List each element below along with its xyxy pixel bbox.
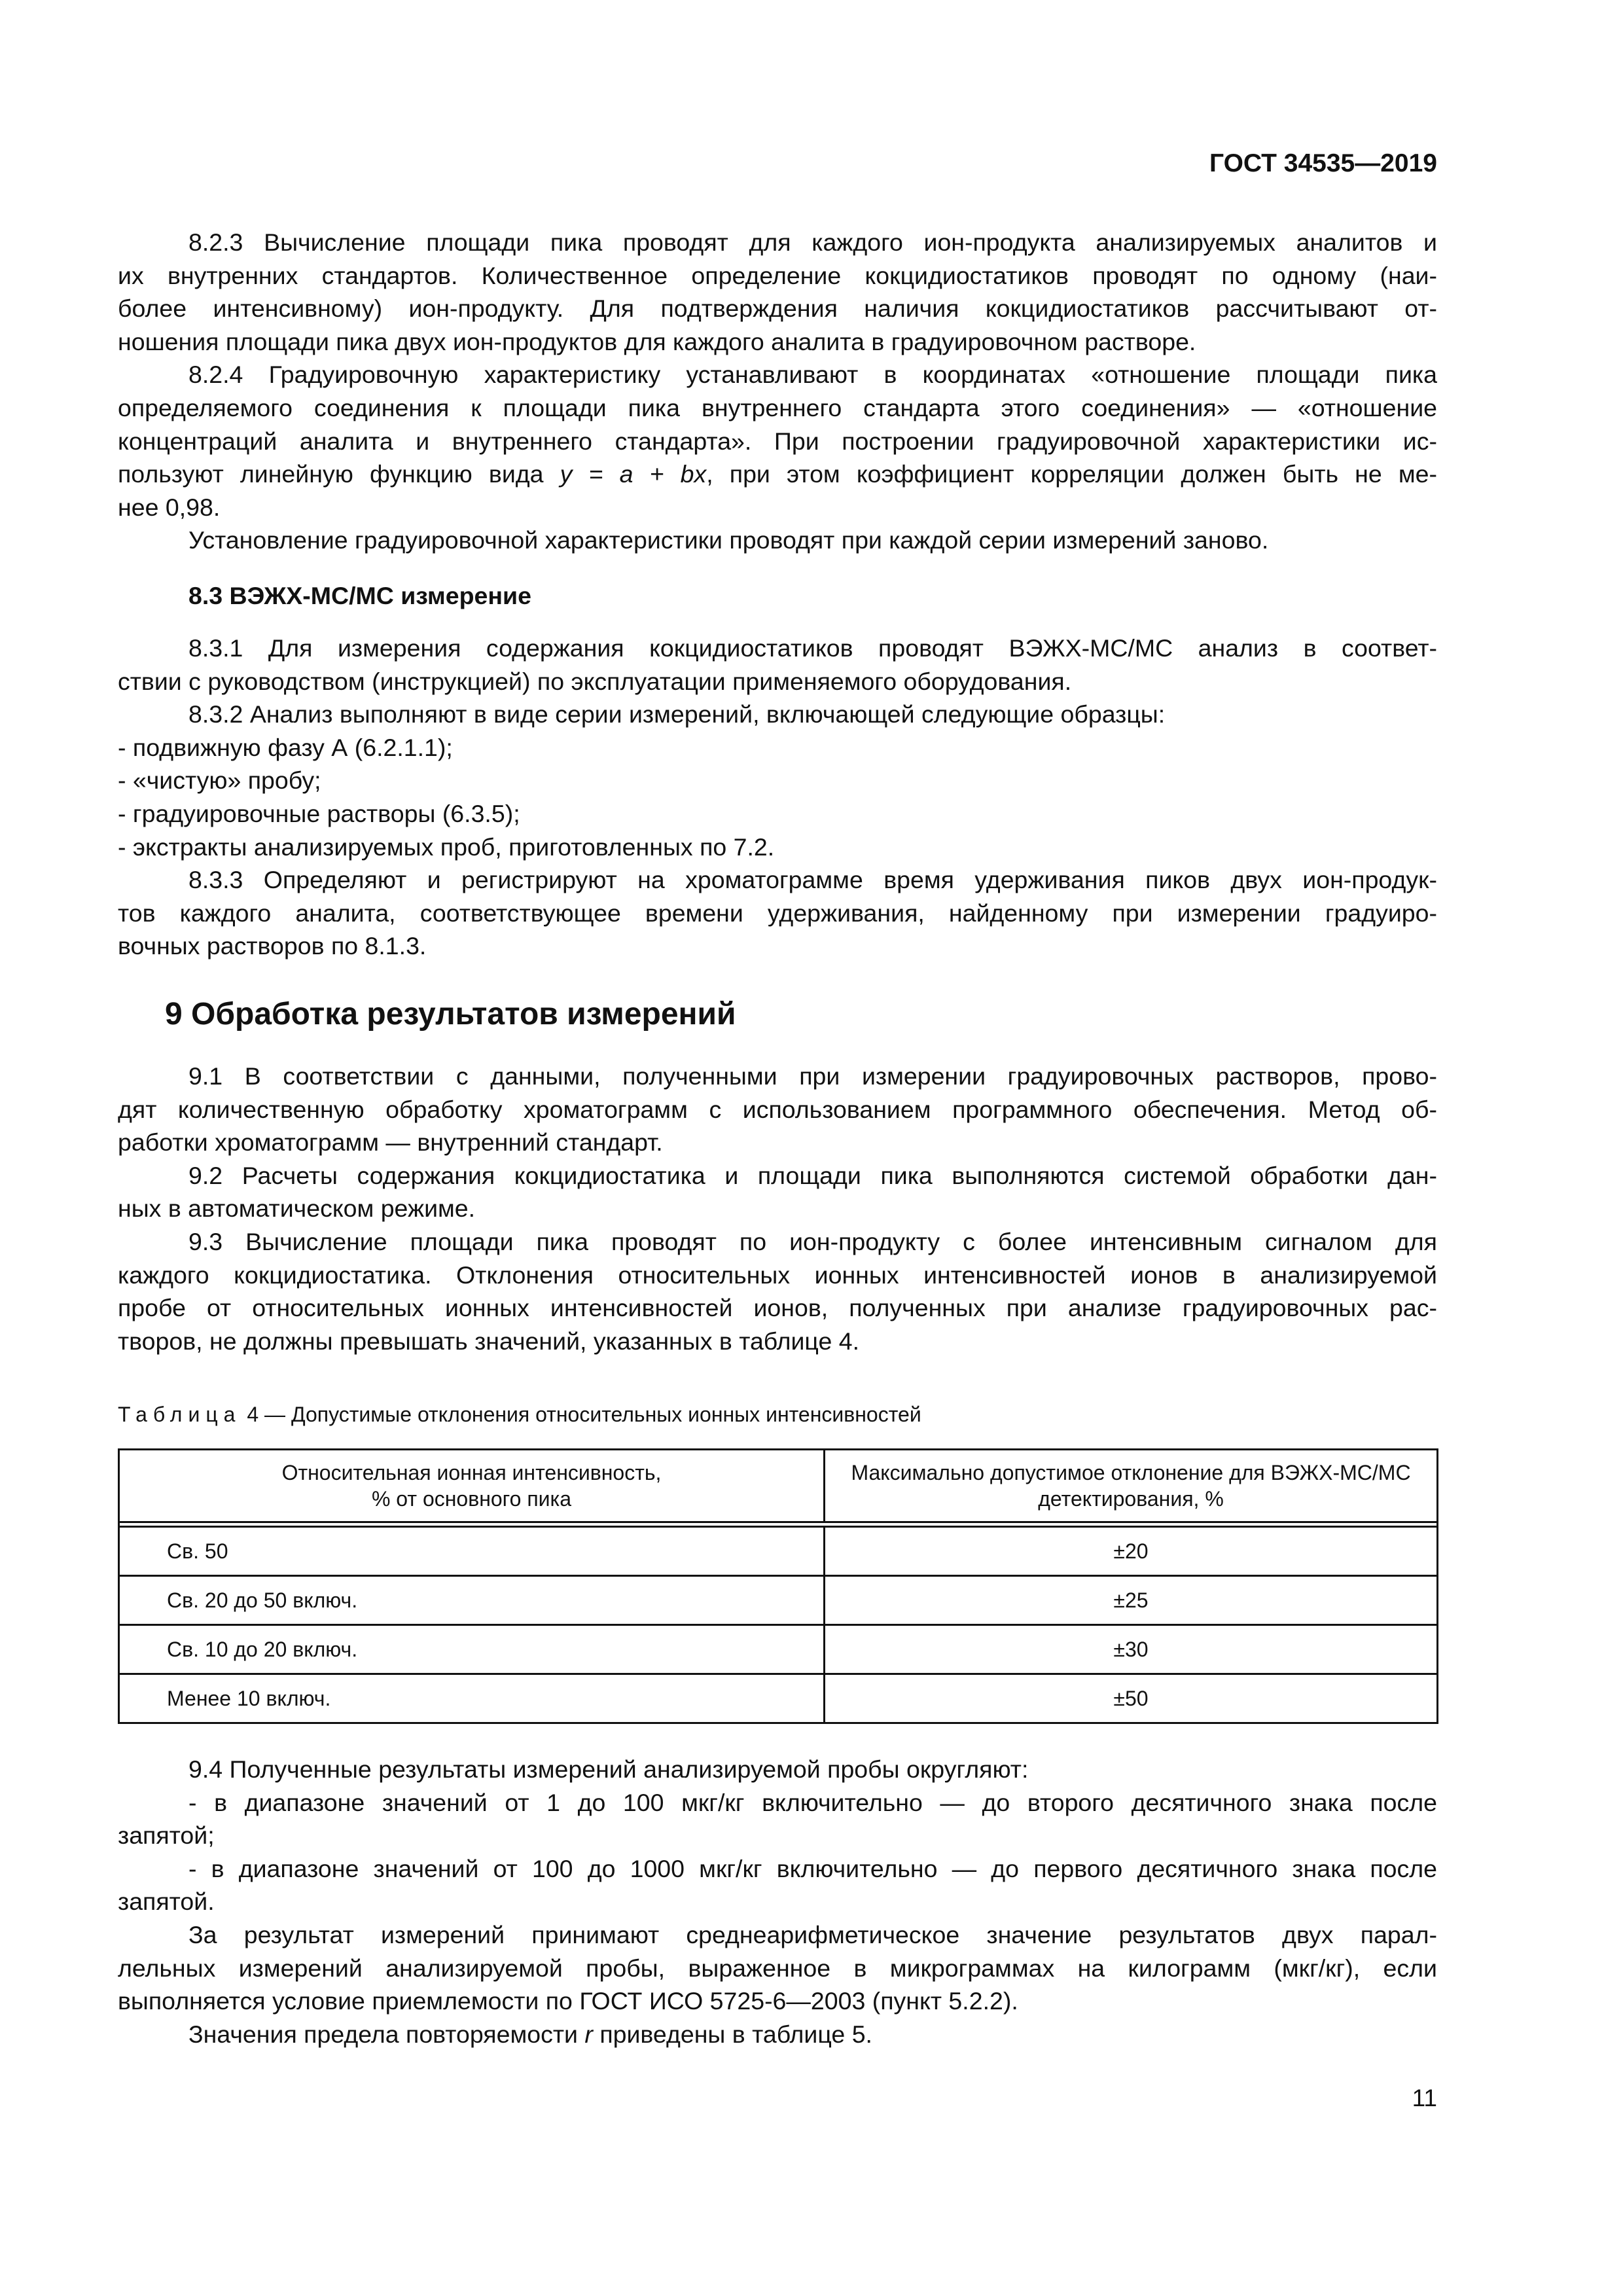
paragraph-line: запятой. (118, 1888, 215, 1916)
paragraph-line: концентраций аналита и внутреннего стандарта». При построении градуировочной характеристики ис- (118, 427, 1437, 455)
paragraph-line: определяемого соединения к площади пика внутреннего стандарта этого соединения» — «отношение (118, 393, 1437, 422)
paragraph-line: запятой; (118, 1821, 215, 1850)
section-9-text (118, 1060, 1437, 1357)
paragraph-line: работки хроматограмм — внутренний стандарт. (118, 1128, 663, 1157)
document-header: ГОСТ 34535—2019 (1209, 149, 1437, 177)
table-row (119, 1674, 1438, 1723)
section-heading-9: 9 Обработка результатов измерений (165, 997, 736, 1031)
paragraph-line: творов, не должны превышать значений, указанных в таблице 4. (118, 1327, 860, 1355)
paragraph-line: ствии с руководством (инструкцией) по эксплуатации применяемого оборудования. (118, 667, 1072, 695)
list-item: - градуировочные растворы (6.3.5); (118, 799, 520, 827)
text: приведены в таблице 5. (592, 2020, 872, 2048)
cell: ±25 (825, 1576, 1438, 1625)
list-item: - подвижную фазу А (6.2.1.1); (118, 733, 453, 761)
cell: Св. 20 до 50 включ. (119, 1576, 825, 1625)
list-item: - экстракты анализируемых проб, приготовленных по 7.2. (118, 833, 775, 861)
page-number: 11 (1412, 2085, 1437, 2111)
paragraph-line: - в диапазоне значений от 1 до 100 мкг/кг включительно — до второго десятичного знака после (188, 1788, 1437, 1816)
cell: Св. 50 (119, 1527, 825, 1576)
paragraph-line: 9.1 В соответствии с данными, полученными при измерении градуировочных растворов, прово- (188, 1062, 1437, 1090)
cell: ±50 (825, 1674, 1438, 1723)
list-item: - «чистую» пробу; (118, 766, 321, 795)
paragraph-line (118, 2018, 1437, 2051)
divider (119, 1522, 1438, 1527)
cell: ±20 (825, 1527, 1438, 1576)
paragraph-line (118, 457, 1437, 491)
paragraph-line: 8.2.3 Вычисление площади пика проводят для каждого ион-продукта анализируемых аналитов и (188, 228, 1437, 256)
table-4 (118, 1448, 1438, 1724)
header-divider (119, 1522, 1438, 1527)
header-line: Относительная ионная интенсивность, (281, 1461, 662, 1484)
header-line: детектирования, % (1038, 1487, 1224, 1511)
cell: Св. 10 до 20 включ. (119, 1625, 825, 1674)
paragraph-line: дят количественную обработку хроматограмм с использованием программного обеспечения. Метод об- (118, 1095, 1437, 1123)
header-line: Максимально допустимое отклонение для ВЭЖХ-МС/МС (851, 1461, 1411, 1484)
paragraph-line: 9.2 Расчеты содержания кокцидиостатика и площади пика выполняются системой обработки дан- (188, 1161, 1437, 1189)
section-heading-8-3: 8.3 ВЭЖХ-МС/МС измерение (188, 582, 531, 609)
paragraph-line: ных в автоматическом режиме. (118, 1194, 476, 1223)
table-row (119, 1576, 1438, 1625)
paragraph-line: нее 0,98. (118, 493, 221, 521)
text: , при этом коэффициент корреляции должен быть не ме- (706, 460, 1437, 488)
paragraph-line: ношения площади пика двух ион-продуктов для каждого аналита в градуировочном растворе. (118, 327, 1196, 355)
section-8-3-text (118, 632, 1437, 963)
text: Значения предела повторяемости (188, 2020, 585, 2048)
paragraph-line: тов каждого аналита, соответствующее времени удерживания, найденному при измерении градуиро- (118, 899, 1437, 927)
paragraph-line: их внутренних стандартов. Количественное определение кокцидиостатиков проводят по одному (наи- (118, 261, 1437, 289)
section-9-4-text (118, 1753, 1437, 2051)
paragraph-line: вочных растворов по 8.1.3. (118, 932, 427, 960)
table-row (119, 1625, 1438, 1674)
table-caption-text: 4 — Допустимые отклонения относительных ионных интенсивностей (241, 1403, 921, 1426)
paragraph-line: 8.3.2 Анализ выполняют в виде серии измерений, включающей следующие образцы: (188, 700, 1166, 728)
paragraph-line: лельных измерений анализируемой пробы, выраженное в микрограммах на килограмм (мкг/кг), если (118, 1954, 1437, 1982)
paragraph-line: выполняется условие приемлемости по ГОСТ ИСО 5725-6—2003 (пункт 5.2.2). (118, 1987, 1018, 2015)
paragraph-line: - в диапазоне значений от 100 до 1000 мкг/кг включительно — до первого десятичного знака после (188, 1854, 1437, 1882)
symbol: r (584, 2020, 593, 2048)
paragraph-line: 8.3.1 Для измерения содержания кокцидиостатиков проводят ВЭЖХ-МС/МС анализ в соответ- (188, 634, 1437, 662)
section-8-2-text (118, 226, 1437, 557)
paragraph-line: За результат измерений принимают среднеарифметическое значение результатов двух парал- (188, 1920, 1437, 1948)
table-caption-word: Таблица (118, 1403, 241, 1426)
text: пользуют линейную функцию вида (118, 460, 560, 488)
header-cell (825, 1450, 1438, 1522)
paragraph-line: 8.3.3 Определяют и регистрируют на хроматограмме время удерживания пиков двух ион-продук- (188, 866, 1437, 894)
paragraph-line: пробе от относительных ионных интенсивностей ионов, полученных при анализе градуировочных рас- (118, 1294, 1437, 1322)
table-row (119, 1527, 1438, 1576)
header-line: % от основного пика (371, 1487, 572, 1511)
paragraph-line: 9.3 Вычисление площади пика проводят по ион-продукту с более интенсивным сигналом для (188, 1227, 1437, 1255)
cell: ±30 (825, 1625, 1438, 1674)
paragraph-line: 8.2.4 Градуировочную характеристику устанавливают в координатах «отношение площади пика (188, 361, 1437, 389)
paragraph-line: 9.4 Полученные результаты измерений анализируемой пробы округляют: (188, 1755, 1029, 1783)
paragraph-line: Установление градуировочной характеристики проводят при каждой серии измерений заново. (188, 526, 1269, 554)
cell: Менее 10 включ. (119, 1674, 825, 1723)
paragraph-line: более интенсивному) ион-продукту. Для подтверждения наличия кокцидиостатиков рассчитывают от- (118, 295, 1437, 323)
paragraph-line: каждого кокцидиостатика. Отклонения относительных ионных интенсивностей ионов в анализируемой (118, 1261, 1437, 1289)
table-caption (118, 1403, 921, 1427)
table-header-row (119, 1450, 1438, 1522)
section-8-3 (118, 579, 1437, 613)
header-cell (119, 1450, 825, 1522)
formula: y = a + bx (560, 460, 707, 488)
